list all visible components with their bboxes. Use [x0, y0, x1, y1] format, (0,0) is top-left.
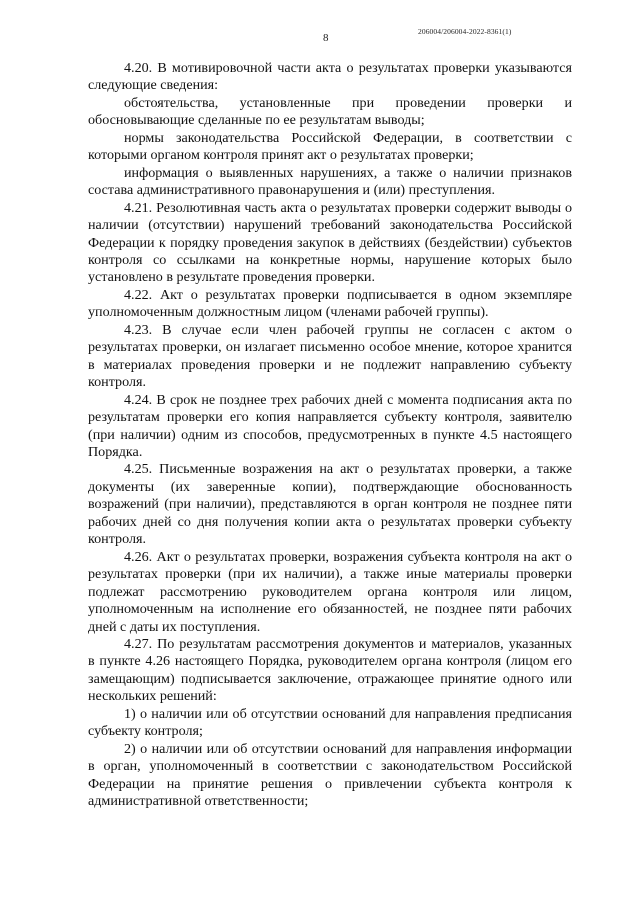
paragraph-4-21: 4.21. Резолютивная часть акта о результатах проверки содержит выводы о наличии (отсутствии) нарушений требований законодательства Российской Федерации к порядку проведения закупок в действиях (бездействии) субъектов контроля со ссылками на конкретные нормы, нарушение которых было установлено в результате проведения проверки.	[88, 199, 572, 286]
page-number: 8	[323, 32, 329, 44]
paragraph-decision-2: 2) о наличии или об отсутствии оснований для направления информации в орган, уполномоченный в соответствии с законодательством Российской Федерации на принятие решения о привлечении субъекта контроля к административной ответственности;	[88, 740, 572, 810]
paragraph-circumstances: обстоятельства, установленные при проведении проверки и обосновывающие сделанные по ее результатам выводы;	[88, 94, 572, 129]
paragraph-4-27: 4.27. По результатам рассмотрения документов и материалов, указанных в пункте 4.26 настоящего Порядка, руководителем органа контроля (лицом его замещающим) подписывается заключение, отражающее принятие одного или нескольких решений:	[88, 635, 572, 705]
paragraph-violations-info: информация о выявленных нарушениях, а также о наличии признаков состава административного правонарушения и (или) преступления.	[88, 164, 572, 199]
paragraph-legal-norms: нормы законодательства Российской Федерации, в соответствии с которыми органом контроля принят акт о результатах проверки;	[88, 129, 572, 164]
paragraph-4-20: 4.20. В мотивировочной части акта о результатах проверки указываются следующие сведения:	[88, 60, 572, 94]
document-body	[88, 60, 572, 810]
document-id: 206004/206004-2022-8361(1)	[418, 27, 512, 36]
paragraph-decision-1: 1) о наличии или об отсутствии оснований для направления предписания субъекту контроля;	[88, 705, 572, 740]
paragraph-4-26: 4.26. Акт о результатах проверки, возражения субъекта контроля на акт о результатах проверки (при их наличии), а также иные материалы проверки подлежат рассмотрению руководителем органа контроля или лицом, уполномоченным на исполнение его обязанностей, не позднее пяти рабочих дней с даты их поступления.	[88, 548, 572, 635]
paragraph-4-25: 4.25. Письменные возражения на акт о результатах проверки, а также документы (их заверенные копии), подтверждающие обоснованность возражений (при наличии), представляются в орган контроля не позднее пяти рабочих дней со дня получения копии акта о результатах проверки субъекту контроля.	[88, 461, 572, 548]
paragraph-4-23: 4.23. В случае если член рабочей группы не согласен с актом о результатах проверки, он излагает письменно особое мнение, которое хранится в материалах проведения проверки и не подлежит направлению субъекту контроля.	[88, 321, 572, 391]
paragraph-4-22: 4.22. Акт о результатах проверки подписывается в одном экземпляре уполномоченным должностным лицом (членами рабочей группы).	[88, 286, 572, 321]
paragraph-4-24: 4.24. В срок не позднее трех рабочих дней с момента подписания акта по результатам проверки его копия направляется субъекту контроля, заявителю (при наличии) одним из способов, предусмотренных в пункте 4.5 настоящего Порядка.	[88, 391, 572, 460]
